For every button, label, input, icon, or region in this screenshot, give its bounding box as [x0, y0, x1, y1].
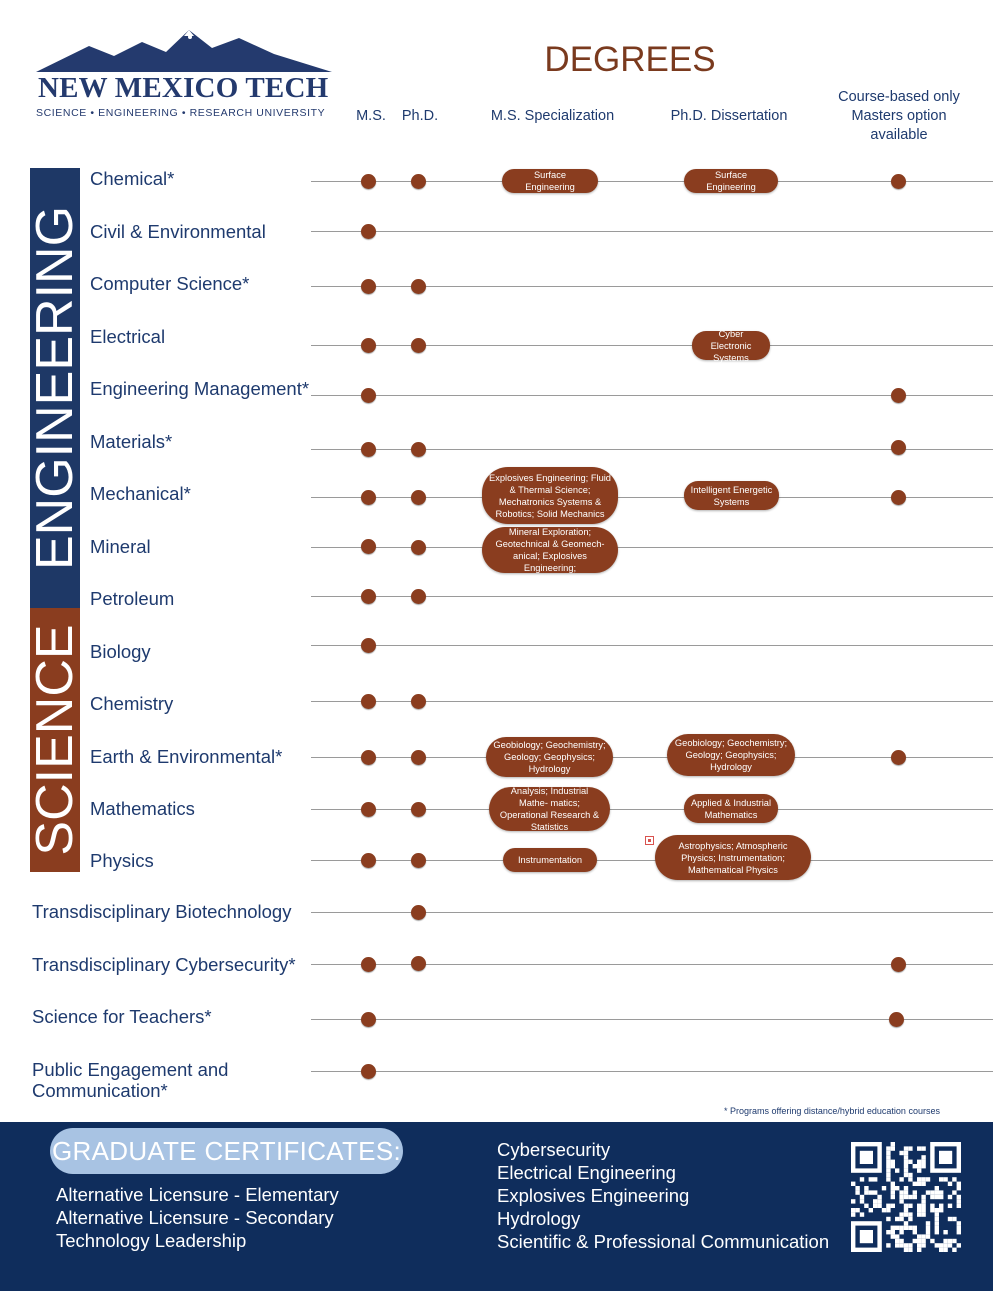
program-public-engagement: Public Engagement and Communication* — [32, 1059, 229, 1101]
ms-dot — [361, 853, 376, 868]
phd-dissertation-mechanical: Intelligent Energetic Systems — [684, 481, 779, 510]
ms-dot — [361, 388, 376, 403]
program-transdisciplinary-cybersecurity: Transdisciplinary Cybersecurity* — [32, 954, 296, 975]
program-earth-environmental: Earth & Environmental* — [90, 746, 283, 767]
ms-dot — [361, 694, 376, 709]
engineering-label: ENGINEERING — [26, 205, 84, 571]
phd-dot — [411, 540, 426, 555]
course-based-dot — [889, 1012, 904, 1027]
column-header-course-based — [820, 88, 978, 145]
page-title: DEGREES — [544, 40, 716, 79]
program-computer-science: Computer Science* — [90, 273, 250, 294]
certificate-item: Explosives Engineering — [497, 1185, 690, 1206]
program-electrical: Electrical — [90, 326, 166, 347]
qr-code-graphic — [845, 1136, 967, 1258]
phd-dot — [411, 853, 426, 868]
course-based-line-2: Masters option — [851, 108, 947, 124]
column-header-phd-dissertation: Ph.D. Dissertation — [670, 108, 788, 124]
column-header-ms: M.S. — [356, 108, 386, 124]
program-biology: Biology — [90, 641, 151, 662]
certificates-right-list — [497, 1138, 829, 1253]
footnote: * Programs offering distance/hybrid education courses — [724, 1106, 940, 1116]
program-engineering-management: Engineering Management* — [90, 378, 310, 399]
program-petroleum: Petroleum — [90, 588, 175, 609]
engineering-band — [26, 168, 84, 608]
phd-dot — [411, 490, 426, 505]
ms-dot — [361, 957, 376, 972]
program-mathematics: Mathematics — [90, 798, 195, 819]
program-chemical: Chemical* — [90, 168, 175, 189]
course-based-line-3: available — [870, 127, 928, 143]
ms-dot — [361, 802, 376, 817]
phd-dissertation-mathematics: Applied & Industrial Mathematics — [684, 794, 778, 823]
science-label: SCIENCE — [26, 624, 84, 856]
ms-dot — [361, 750, 376, 765]
program-physics: Physics — [90, 850, 154, 871]
logo-title: NEW MEXICO TECH — [38, 72, 329, 104]
program-transdisciplinary-biotechnology: Transdisciplinary Biotechnology — [32, 901, 292, 922]
ms-dot — [361, 1064, 376, 1079]
program-mechanical: Mechanical* — [90, 483, 191, 504]
ms-dot — [361, 338, 376, 353]
row-line — [311, 231, 993, 232]
phd-dot — [411, 802, 426, 817]
row-line — [311, 645, 993, 646]
science-band — [26, 608, 84, 872]
certificate-item: Scientific & Professional Communication — [497, 1231, 830, 1252]
phd-dot — [411, 279, 426, 294]
certificate-item: Alternative Licensure - Secondary — [56, 1207, 334, 1228]
logo-tagline: SCIENCE • ENGINEERING • RESEARCH UNIVERSITY — [36, 107, 326, 119]
phd-dot — [411, 956, 426, 971]
phd-dissertation-earth-environmental: Geobiology; Geochemistry; Geology; Geophysics; Hydrology — [667, 734, 795, 776]
course-based-dot — [891, 174, 906, 189]
course-based-dot — [891, 490, 906, 505]
ms-specialization-mechanical: Explosives Engineering; Fluid & Thermal Science; Mechatronics Systems & Robotics; Solid Mechanics — [482, 467, 618, 524]
ms-dot — [361, 442, 376, 457]
certificate-item: Technology Leadership — [56, 1230, 247, 1251]
ms-specialization-physics: Instrumentation — [503, 848, 597, 872]
course-based-dot — [891, 440, 906, 455]
course-based-dot — [891, 957, 906, 972]
certificate-item: Cybersecurity — [497, 1139, 611, 1160]
phd-dot — [411, 442, 426, 457]
ms-specialization-earth-environmental: Geobiology; Geochemistry; Geology; Geophysics; Hydrology — [486, 737, 613, 777]
phd-dot — [411, 589, 426, 604]
phd-dissertation-chemical: Surface Engineering — [684, 169, 778, 193]
phd-dot — [411, 174, 426, 189]
ms-dot — [361, 1012, 376, 1027]
course-based-dot — [891, 388, 906, 403]
ms-dot — [361, 539, 376, 554]
certificate-item: Alternative Licensure - Elementary — [56, 1184, 339, 1205]
phd-dissertation-electrical: Cyber Electronic Systems — [692, 331, 770, 360]
ms-dot — [361, 638, 376, 653]
ms-dot — [361, 174, 376, 189]
ms-specialization-mathematics: Analysis; Industrial Mathe- matics; Operational Research & Statistics — [489, 787, 610, 831]
row-line — [311, 1071, 993, 1072]
phd-dot — [411, 750, 426, 765]
ms-dot — [361, 224, 376, 239]
ms-specialization-chemical: Surface Engineering — [502, 169, 598, 193]
certificates-left-list — [56, 1183, 339, 1252]
course-based-line-1: Course-based only — [838, 89, 960, 105]
phd-dot — [411, 905, 426, 920]
ms-specialization-mineral: Mineral Exploration; Geotechnical & Geomech- anical; Explosives Engineering; — [482, 527, 618, 573]
certificate-item: Electrical Engineering — [497, 1162, 676, 1183]
qr-code-icon[interactable] — [845, 1136, 967, 1258]
certificate-item: Hydrology — [497, 1208, 581, 1229]
phd-dot — [411, 338, 426, 353]
ms-dot — [361, 589, 376, 604]
logo — [34, 28, 334, 123]
program-mineral: Mineral — [90, 536, 151, 557]
ms-dot — [361, 279, 376, 294]
link-marker-icon — [645, 836, 654, 845]
program-science-for-teachers: Science for Teachers* — [32, 1006, 212, 1027]
program-civil-environmental: Civil & Environmental — [90, 221, 266, 242]
column-header-phd: Ph.D. — [401, 108, 439, 124]
column-header-ms-specialization: M.S. Specialization — [490, 108, 615, 124]
mountain-logo-icon — [34, 28, 334, 78]
program-materials: Materials* — [90, 431, 173, 452]
ms-dot — [361, 490, 376, 505]
course-based-dot — [891, 750, 906, 765]
certificates-heading: GRADUATE CERTIFICATES: — [50, 1128, 403, 1174]
phd-dot — [411, 694, 426, 709]
program-chemistry: Chemistry — [90, 693, 174, 714]
phd-dissertation-physics: Astrophysics; Atmospheric Physics; Instrumentation; Mathematical Physics — [655, 835, 811, 880]
